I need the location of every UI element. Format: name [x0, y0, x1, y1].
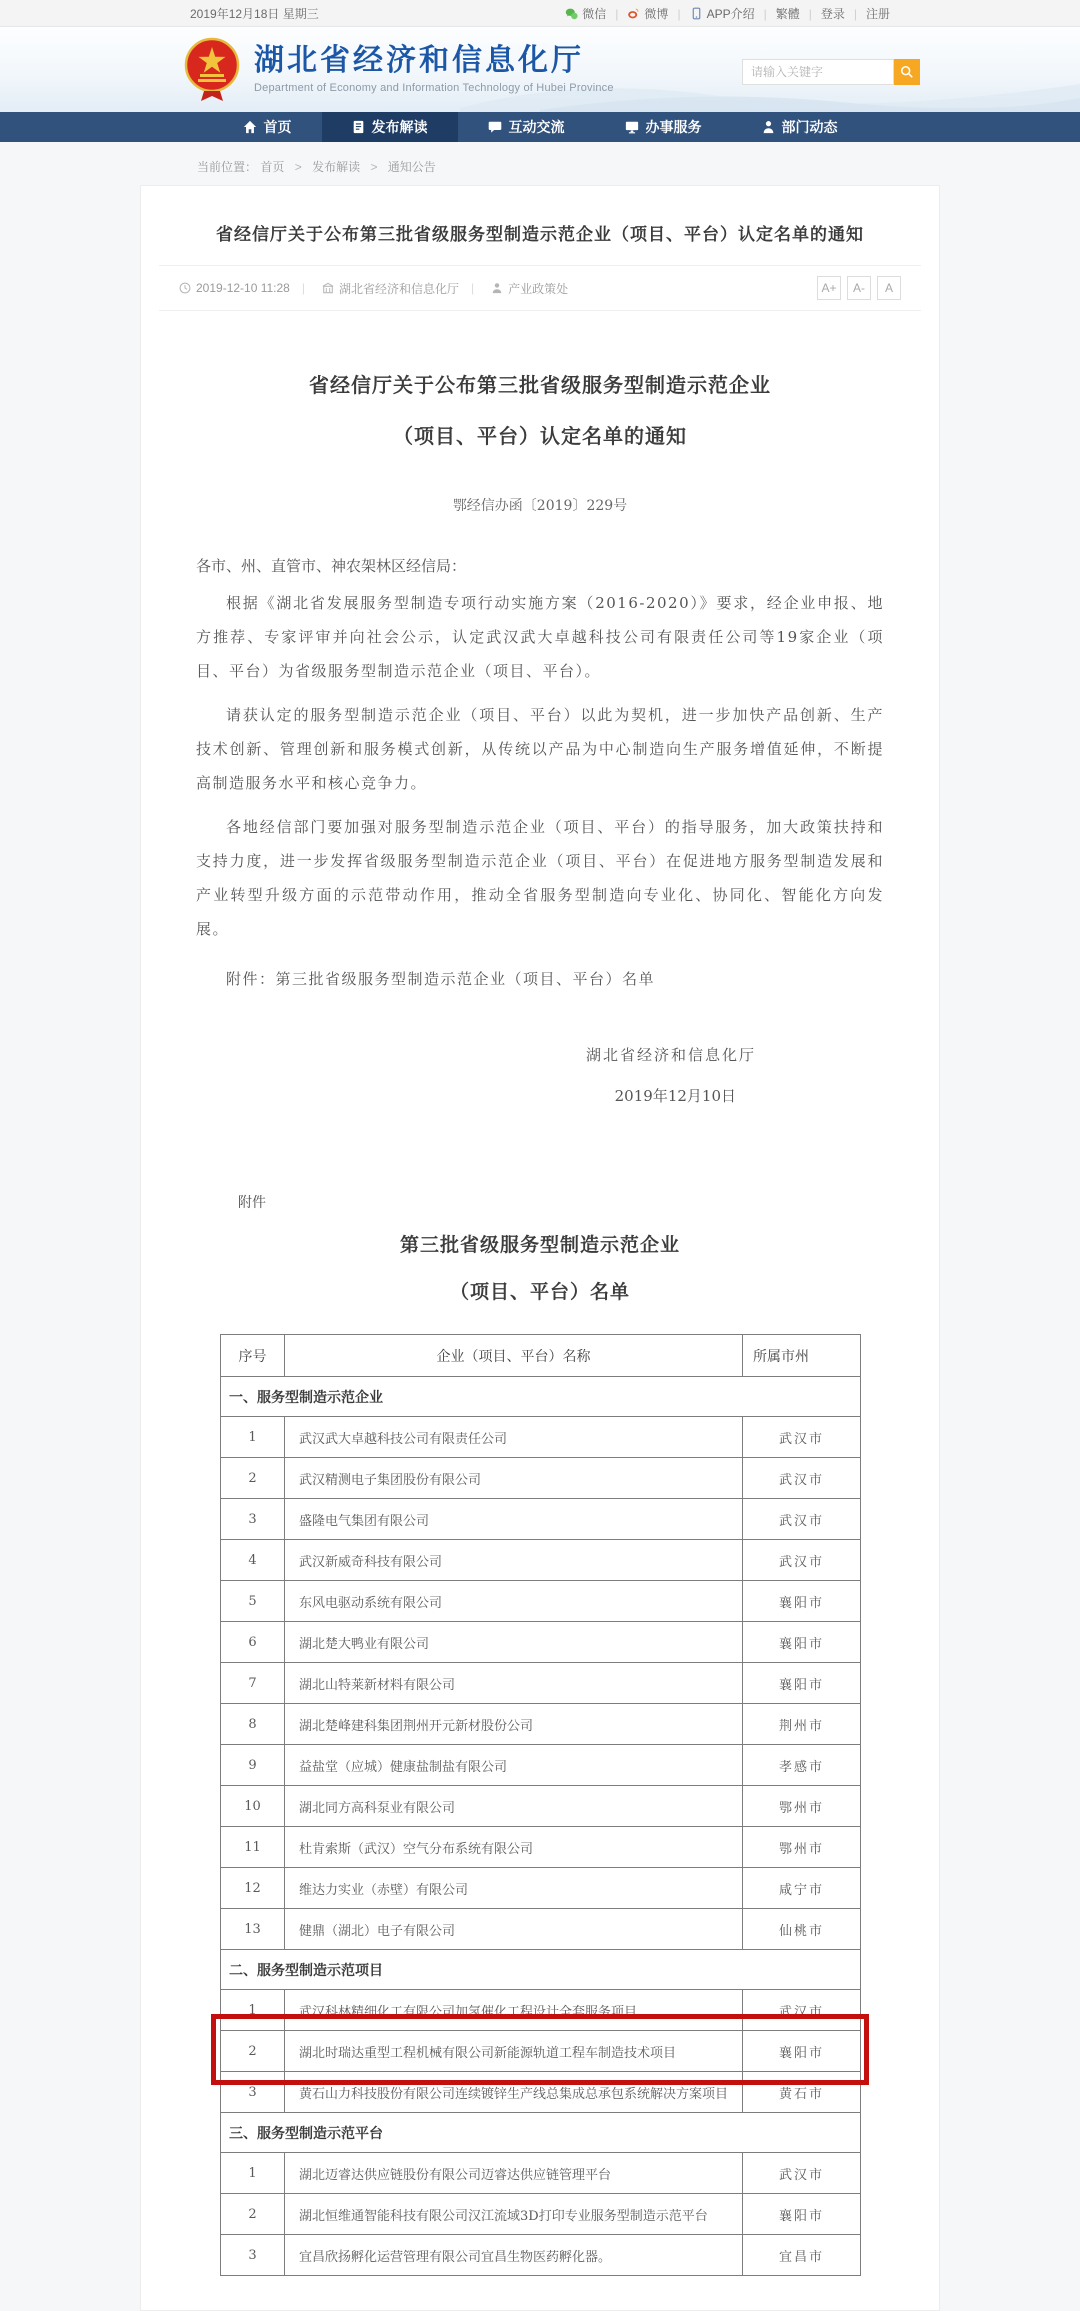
signature-org: 湖北省经济和信息化厅: [585, 1046, 756, 1064]
doc-title-line2: （项目、平台）认定名单的通知: [393, 426, 687, 448]
nav-item-interaction[interactable]: 互动交流: [458, 112, 595, 142]
row-number: 2: [221, 1458, 285, 1499]
breadcrumb: 当前位置： 首页 > 发布解读 > 通知公告: [197, 160, 436, 174]
row-city: 孝感市: [743, 1745, 861, 1786]
row-enterprise-name: 湖北楚峰建科集团荆州开元新材股份公司: [285, 1704, 743, 1745]
current-date: 2019年12月18日 星期三: [190, 7, 319, 21]
row-city: 仙桃市: [743, 1909, 861, 1950]
row-enterprise-name: 益盐堂（应城）健康盐制盐有限公司: [285, 1745, 743, 1786]
row-number: 3: [221, 1499, 285, 1540]
table-row: [221, 1417, 861, 1458]
table-row: [221, 1827, 861, 1868]
row-enterprise-name: 黄石山力科技股份有限公司连续镀锌生产线总集成总承包系统解决方案项目: [285, 2072, 743, 2113]
row-city: 宜昌市: [743, 2235, 861, 2276]
table-row: [221, 2153, 861, 2194]
row-city: 武汉市: [743, 1458, 861, 1499]
breadcrumb-item-publish[interactable]: 发布解读: [312, 160, 361, 174]
row-city: 武汉市: [743, 1417, 861, 1458]
font-reset-button[interactable]: A: [877, 276, 901, 300]
table-row: [221, 1745, 861, 1786]
row-number: 4: [221, 1540, 285, 1581]
row-number: 9: [221, 1745, 285, 1786]
main-nav: [0, 112, 1080, 142]
row-number: 1: [221, 2153, 285, 2194]
table-section-row: [221, 2113, 861, 2153]
row-enterprise-name: 武汉科林精细化工有限公司加氢催化工程设计全套服务项目: [285, 1990, 743, 2031]
top-utility-bar: [0, 0, 1080, 27]
top-links: [565, 5, 890, 22]
table-section-row: [221, 1377, 861, 1417]
doc-paragraph: 根据《湖北省发展服务型制造专项行动实施方案（2016-2020）》要求，经企业申报、地方推荐、专家评审并向社会公示，认定武汉武大卓越科技公司有限责任公司等19家企业（项目、平台）为省级服务型制造示范企业（项目、平台）。: [196, 594, 884, 680]
row-city: 荆州市: [743, 1704, 861, 1745]
row-enterprise-name: 宜昌欣扬孵化运营管理有限公司宜昌生物医药孵化器。: [285, 2235, 743, 2276]
doc-attachment-line: 附件：第三批省级服务型制造示范企业（项目、平台）名单: [226, 970, 656, 988]
top-link-wechat[interactable]: 微信: [565, 5, 606, 22]
table-section-row: [221, 1950, 861, 1990]
col-header-name: 企业（项目、平台）名称: [285, 1335, 743, 1377]
table-section-title: 二、服务型制造示范项目: [221, 1950, 861, 1990]
table-section-title: 一、服务型制造示范企业: [221, 1377, 861, 1417]
doc-title-line1: 省经信厅关于公布第三批省级服务型制造示范企业: [309, 375, 771, 397]
row-enterprise-name: 东风电驱动系统有限公司: [285, 1581, 743, 1622]
row-number: 1: [221, 1417, 285, 1458]
table-row: [221, 1540, 861, 1581]
official-document: [141, 369, 939, 1106]
row-city: 襄阳市: [743, 2194, 861, 2235]
table-row: [221, 1622, 861, 1663]
table-row: [221, 1458, 861, 1499]
table-row: [221, 2235, 861, 2276]
row-enterprise-name: 健鼎（湖北）电子有限公司: [285, 1909, 743, 1950]
table-row: [221, 2031, 861, 2072]
nav-item-publish[interactable]: 发布解读: [322, 112, 458, 142]
article-meta-row: [159, 265, 921, 311]
top-link-weibo[interactable]: | 微博: [606, 5, 668, 22]
row-enterprise-name: 湖北楚大鸭业有限公司: [285, 1622, 743, 1663]
row-enterprise-name: 杜肯索斯（武汉）空气分布系统有限公司: [285, 1827, 743, 1868]
weibo-icon: [627, 7, 640, 20]
attachment-label: 附件: [238, 1194, 266, 1210]
attachment-table-wrap: [220, 1334, 860, 2276]
attachment-heading-line1: 第三批省级服务型制造示范企业: [399, 1235, 680, 1256]
content-card: [140, 185, 940, 2311]
row-city: 武汉市: [743, 1540, 861, 1581]
breadcrumb-prefix: 当前位置：: [197, 160, 258, 174]
row-city: 黄石市: [743, 2072, 861, 2113]
table-row: [221, 1499, 861, 1540]
row-number: 7: [221, 1663, 285, 1704]
row-enterprise-name: 维达力实业（赤壁）有限公司: [285, 1868, 743, 1909]
col-header-no: 序号: [221, 1335, 285, 1377]
row-number: 3: [221, 2235, 285, 2276]
document-icon: [352, 120, 365, 134]
row-city: 武汉市: [743, 2153, 861, 2194]
row-number: 2: [221, 2194, 285, 2235]
person-icon: [762, 120, 775, 134]
row-city: 襄阳市: [743, 1581, 861, 1622]
enterprise-table: [220, 1334, 861, 2276]
row-enterprise-name: 湖北山特莱新材料有限公司: [285, 1663, 743, 1704]
col-header-city: 所属市州: [743, 1335, 861, 1377]
doc-paragraph: 各地经信部门要加强对服务型制造示范企业（项目、平台）的指导服务，加大政策扶持和支持力度，进一步发挥省级服务型制造示范企业（项目、平台）在促进地方服务型制造发展和产业转型升级方面的示范带动作用，推动全省服务型制造向专业化、协同化、智能化方向发展。: [196, 818, 884, 938]
row-enterprise-name: 湖北恒维通智能科技有限公司汉江流域3D打印专业服务型制造示范平台: [285, 2194, 743, 2235]
table-row: [221, 1990, 861, 2031]
search-icon: [900, 65, 914, 79]
doc-number: 鄂经信办函〔2019〕229号: [452, 498, 628, 514]
site-banner: [0, 27, 1080, 112]
row-enterprise-name: 湖北时瑞达重型工程机械有限公司新能源轨道工程车制造技术项目: [285, 2031, 743, 2072]
nav-item-home[interactable]: 首页: [213, 112, 322, 142]
table-row: [221, 1704, 861, 1745]
row-city: 襄阳市: [743, 1622, 861, 1663]
row-city: 武汉市: [743, 1499, 861, 1540]
row-city: 鄂州市: [743, 1786, 861, 1827]
row-number: 8: [221, 1704, 285, 1745]
top-link-app[interactable]: | APP介绍: [668, 5, 754, 22]
row-number: 13: [221, 1909, 285, 1950]
row-enterprise-name: 湖北迈睿达供应链股份有限公司迈睿达供应链管理平台: [285, 2153, 743, 2194]
row-enterprise-name: 武汉新威奇科技有限公司: [285, 1540, 743, 1581]
table-row: [221, 1909, 861, 1950]
font-smaller-button[interactable]: A-: [847, 276, 871, 300]
table-row: [221, 2072, 861, 2113]
home-icon: [243, 120, 257, 134]
nav-item-dynamics[interactable]: 部门动态: [732, 112, 868, 142]
site-subtitle: Department of Economy and Information Technology of Hubei Province: [254, 82, 614, 94]
table-row: [221, 2194, 861, 2235]
monitor-icon: [625, 120, 639, 134]
row-number: 11: [221, 1827, 285, 1868]
attachment-heading-line2: （项目、平台）名单: [449, 1282, 630, 1303]
table-row: [221, 1786, 861, 1827]
row-city: 鄂州市: [743, 1827, 861, 1868]
top-link-traditional[interactable]: | 繁體: [755, 5, 800, 22]
breadcrumb-item-notice[interactable]: 通知公告: [387, 160, 436, 174]
building-icon: [322, 282, 334, 294]
person-small-icon: [491, 282, 503, 294]
row-enterprise-name: 盛隆电气集团有限公司: [285, 1499, 743, 1540]
source-org: | 湖北省经济和信息化厅: [290, 280, 459, 297]
font-larger-button[interactable]: A+: [817, 276, 841, 300]
row-city: 咸宁市: [743, 1868, 861, 1909]
table-section-title: 三、服务型制造示范平台: [221, 2113, 861, 2153]
search-input[interactable]: [742, 59, 894, 85]
row-number: 2: [221, 2031, 285, 2072]
table-row: [221, 1868, 861, 1909]
top-link-login[interactable]: | 登录: [800, 5, 845, 22]
chat-icon: [488, 120, 502, 134]
table-row: [221, 1663, 861, 1704]
row-city: 襄阳市: [743, 1663, 861, 1704]
row-number: 6: [221, 1622, 285, 1663]
doc-paragraph: 请获认定的服务型制造示范企业（项目、平台）以此为契机，进一步加快产品创新、生产技术创新、管理创新和服务模式创新，从传统以产品为中心制造向生产服务增值延伸，不断提高制造服务水平和核心竞争力。: [196, 706, 884, 792]
wechat-icon: [565, 7, 578, 20]
author-department: | 产业政策处: [459, 280, 568, 297]
row-enterprise-name: 武汉武大卓越科技公司有限责任公司: [285, 1417, 743, 1458]
table-header-row: [221, 1335, 861, 1377]
site-title: 湖北省经济和信息化厅: [254, 44, 584, 77]
phone-icon: [690, 7, 703, 20]
national-emblem-logo: [184, 37, 240, 103]
signature-date: 2019年12月10日: [614, 1087, 736, 1105]
breadcrumb-item-home[interactable]: 首页: [260, 160, 285, 174]
row-number: 12: [221, 1868, 285, 1909]
row-enterprise-name: 湖北同方高科泵业有限公司: [285, 1786, 743, 1827]
row-number: 5: [221, 1581, 285, 1622]
site-search: [742, 59, 920, 85]
clock-icon: [179, 282, 191, 294]
page-title: 省经信厅关于公布第三批省级服务型制造示范企业（项目、平台）认定名单的通知: [216, 225, 864, 244]
top-link-register[interactable]: | 注册: [845, 5, 890, 22]
search-button[interactable]: [894, 59, 920, 85]
row-number: 1: [221, 1990, 285, 2031]
row-city: 襄阳市: [743, 2031, 861, 2072]
row-number: 3: [221, 2072, 285, 2113]
row-city: 武汉市: [743, 1990, 861, 2031]
row-number: 10: [221, 1786, 285, 1827]
doc-salutation: 各市、州、直管市、神农架林区经信局：: [196, 557, 467, 575]
table-row: [221, 1581, 861, 1622]
font-size-controls: [817, 276, 901, 300]
nav-item-services[interactable]: 办事服务: [595, 112, 732, 142]
publish-time: 2019-12-10 11:28: [179, 281, 290, 295]
row-enterprise-name: 武汉精测电子集团股份有限公司: [285, 1458, 743, 1499]
